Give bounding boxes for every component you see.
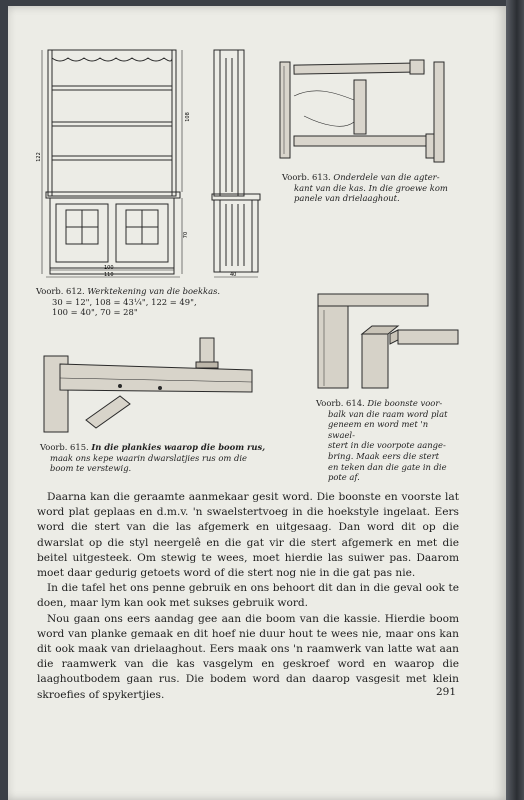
figure-613-back-parts [274,56,450,166]
caption-615: Voorb. 615. In die plankies waarop die boom rus, maak ons kepe waarin dwarslatjies rus om die boom te verstewig. [40,442,266,474]
caption-612: Voorb. 612. Werktekening van die boekkas. 30 = 12", 108 = 43¼", 122 = 49", 100 = 40", 70 = 28" [36,286,221,318]
book-spine [506,0,524,800]
dim-100: 100 [104,265,114,271]
paragraph-2: In die tafel het ons penne gebruik en ons behoort dit dan in die geval ook te doen, maar lym kan ook met sukses gebruik word. [37,582,459,610]
figure-614-dovetail-joint [312,290,462,394]
figure-612-bookcase-drawing [36,44,266,280]
caption-614: Voorb. 614. Die boonste voor- balk van die raam word plat geneem en word met 'n swael- stert in die voorpote aange- bring. Maak eers die stert en teken dan die gate in die pote af. [316,398,448,483]
dim-110: 110 [104,272,114,278]
figure-615-plank-notches [40,334,260,434]
paragraph-3: Nou gaan ons eers aandag gee aan die boom van die kassie. Hierdie boom word van planke gemaak en dit hoef nie duur hout te wees nie, maar ons kan dit ook maak van drielaaghout. Eers maak ons 'n raamwerk van latte wat aan die raamwerk van die kas vasgelym en geskroef word en waarop die laaghoutbodem gaan rus. Die bodem word dan daarop vasgesit met klein skroefies of spykertjies. [37,612,459,701]
page-number: 291 [436,686,457,698]
body-text [37,490,459,703]
dim-108: 108 [184,112,191,122]
caption-613: Voorb. 613. Onderdele van die agter- kant van die kas. In die groewe kom panele van drielaaghout. [282,172,448,204]
dim-70: 70 [183,231,190,239]
dim-40: 40 [230,272,237,278]
paragraph-1: Daarna kan die geraamte aanmekaar gesit word. Die boonste en voorste lat word plat geplaas en d.m.v. 'n swaelstertvoeg in die hoekstyle ingelaat. Eers word die stert van die las afgemerk en uitgesaag. Dan word dit op die dwarslat op die styl neergelê en die gat vir die stert afgemerk en met die beitel uitgesteek. Om stewig te wees, moet hierdie las suiwer pas. Daarom moet daar gedurig getoets word of die stert nog nie in die gat pas nie. [37,491,459,580]
dim-122: 122 [35,152,42,162]
